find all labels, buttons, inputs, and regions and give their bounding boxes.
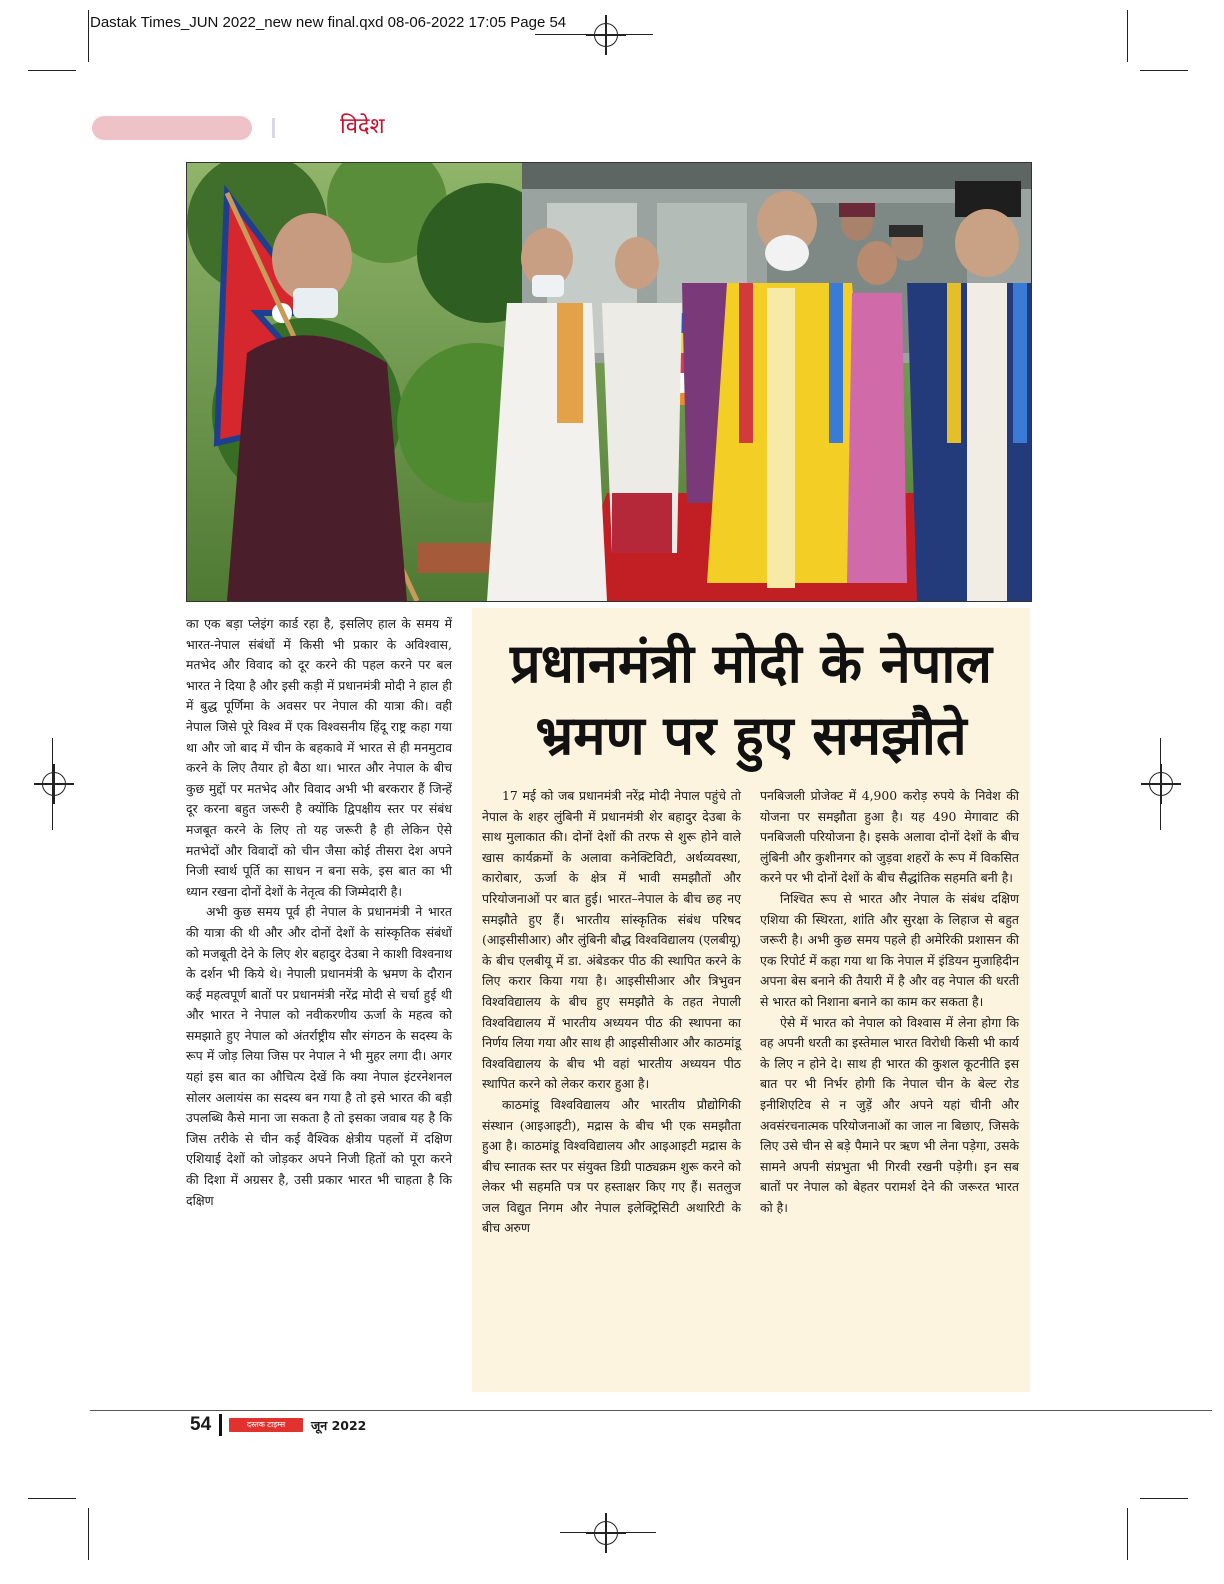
crop-mark [52, 738, 53, 830]
article-headline [472, 628, 1030, 772]
paragraph: ऐसे में भारत को नेपाल को विश्वास में लेना होगा कि वह अपनी धरती का इस्तेमाल भारत विरोधी किसी भी कार्य के लिए न होने दे। साथ ही भारत की कुशल कूटनीति इस बात पर भी निर्भर होगी कि नेपाल चीन के बेल्ट रोड इनीशिएटिव से न जुड़ें और अपने यहां चीनी और अवसंरचनात्मक परियोजनाओं का जाल ना बिछाए, जिसके लिए उसे चीन से बड़े पैमाने पर ऋण भी लेना पड़ेगा, उसके सामने अपनी संप्रभुता भी गिरवी रखनी पड़ेगी। इन सब बातों पर नेपाल को बेहतर परामर्श देने की जरूरत भारत को है। [760, 1014, 1019, 1215]
crop-mark [1140, 1498, 1188, 1499]
paragraph: निश्चित रूप से भारत और नेपाल के संबंध दक्षिण एशिया की स्थिरता, शांति और सुरक्षा के लिहाज से बहुत जरूरी है। अभी कुछ समय पहले ही अमेरिकी प्रशासन की एक रिपोर्ट में कहा गया था कि नेपाल में इंडियन मुजाहिदीन अपना बेस बनाने की तैयारी में है और वह नेपाल की धरती से भारत को निशाना बनाने का काम कर सकता है। [760, 890, 1019, 1009]
crop-mark [1160, 738, 1161, 830]
footer-divider [219, 1414, 222, 1436]
section-pill [92, 116, 252, 140]
crop-mark [1127, 10, 1128, 62]
paragraph: का एक बड़ा प्लेइंग कार्ड रहा है, इसलिए हाल के समय में भारत-नेपाल संबंधों में किसी भी प्रकार के अविश्वास, मतभेद और विवाद को दूर करने की पहल करने पर बल भारत ने दिया है और इसी कड़ी में प्रधानमंत्री मोदी ने हाल ही में बुद्ध पूर्णिमा के अवसर पर नेपाल की यात्रा की। वही नेपाल जिसे पूरे विश्व में एक विश्वसनीय हिंदू राष्ट्र कहा गया था और जो बाद में चीन के बहकावे में भारत से ही मनमुटाव करने के लिए तैयार हो बैठा था। भारत और नेपाल के बीच कुछ मुद्दों पर मतभेद और विवाद अभी भी बरकरार हैं जिन्हें दूर करना बहुत जरूरी है क्योंकि द्विपक्षीय स्तर पर संबंध मजबूत करने के लिए तो यह जरूरी है ही लेकिन ऐसे मतभेदों और विवादों को चीन जैसा कोई तीसरा देश अपने निजी स्वार्थ पूर्ति का साधन न बना सके, इस बात का भी ध्यान रखना दोनों देशों के नेतृत्व की जिम्मेदारी है। [186, 616, 452, 899]
crop-mark [1127, 1508, 1128, 1560]
crop-mark [88, 10, 89, 62]
registration-mark-icon [586, 15, 626, 55]
section-divider [272, 118, 275, 138]
headline-line-2: भ्रमण पर हुए समझौते [535, 704, 967, 767]
paragraph: काठमांडू विश्वविद्यालय और भारतीय प्रौद्योगिकी संस्थान (आइआइटी), मद्रास के बीच भी एक समझौता हुआ है। काठमांडू विश्वविद्यालय और आइआइटी मद्रास के बीच स्नातक स्तर पर संयुक्त डिग्री पाठ्यक्रम शुरू करने को लेकर भी सहमति पत्र पर हस्ताक्षर किए गए हैं। सतलुज जल विद्युत निगम और नेपाल इलेक्ट्रिसिटी अथारिटी के बीच अरुण [482, 1096, 741, 1236]
crop-mark [1140, 70, 1188, 71]
crop-mark [28, 70, 76, 71]
page-number: 54 [190, 1414, 212, 1435]
registration-mark-icon [586, 1513, 626, 1553]
article-photo [186, 162, 1032, 602]
magazine-logo [229, 1418, 303, 1432]
crop-mark [88, 1508, 89, 1560]
registration-mark-icon [1141, 764, 1181, 804]
paragraph: पनबिजली प्रोजेक्ट में 4,900 करोड़ रुपये के निवेश की योजना पर समझौता हुआ है। यह 490 मेगावाट की पनबिजली परियोजना है। इसके अलावा दोनों देशों के बीच लुंबिनी और कुशीनगर को जुड़वा शहरों के रूप में विकसित करने पर भी दोनों देशों के बीच सैद्धांतिक सहमति बनी है। [760, 788, 1019, 886]
article-column-2 [482, 786, 741, 1239]
registration-mark-icon [34, 764, 74, 804]
article-column-3 [760, 786, 1019, 1218]
footer-rule [90, 1410, 1212, 1411]
logo-text: दस्तक टाइम्स [246, 1420, 286, 1429]
paragraph: 17 मई को जब प्रधानमंत्री नरेंद्र मोदी नेपाल पहुंचे तो नेपाल के शहर लुंबिनी में प्रधानमंत्री शेर बहादुर देउबा के साथ मुलाकात की। दोनों देशों की तरफ से शुरू होने वाले खास कार्यक्रमों के अलावा कनेक्टिविटी, अर्थव्यवस्था, कारोबार, ऊर्जा के क्षेत्र में भावी समझौतों और परियोजनाओं पर बात हुई। भारत–नेपाल के बीच छह नए समझौते हुए हैं। भारतीय सांस्कृतिक संबंध परिषद (आइसीसीआर) और लुंबिनी बौद्ध विश्वविद्यालय (एलबीयू) के बीच एलबीयू में डा. अंबेडकर पीठ की स्थापित करने के लिए करार किया गया है। आइसीसीआर और त्रिभुवन विश्वविद्यालय के बीच हुए समझौते के तहत नेपाली विश्वविद्यालय में भारतीय अध्ययन पीठ की स्थापना का निर्णय लिया गया और साथ ही आइसीसीआर और काठमांडू विश्वविद्यालय के बीच भी वहां भारतीय अध्ययन पीठ स्थापित करने को लेकर करार हुआ है। [482, 788, 741, 1092]
file-slug: Dastak Times_JUN 2022_new new final.qxd 08-06-2022 17:05 Page 54 [90, 14, 567, 31]
paragraph: अभी कुछ समय पूर्व ही नेपाल के प्रधानमंत्री ने भारत की यात्रा की थी और और दोनों देशों के सांस्कृतिक संबंधों को मजबूती देने के लिए शेर बहादुर देउबा ने काशी विश्वनाथ के दर्शन भी किये थे। नेपाली प्रधानमंत्री के भ्रमण के दौरान कई महत्वपूर्ण बातों पर प्रधानमंत्री नरेंद्र मोदी से चर्चा हुई थी और भारत ने नेपाल को नवीकरणीय ऊर्जा के महत्व को समझाते हुए नेपाल को अंतर्राष्ट्रीय सौर संगठन के सदस्य के रूप में जोड़ लिया जिस पर नेपाल ने भी मुहर लगा दी। अगर यहां इस बात का औचित्य देखें कि क्या नेपाल इंटरनेशनल सोलर अलायंस का सदस्य बन गया है तो इसे भारत की बड़ी उपलब्धि कैसे माना जा सकता है तो इसका जवाब यह है कि जिस तरीके से चीन कई वैश्विक क्षेत्रीय पहलों में दक्षिण एशियाई देशों को जोड़कर अपने निजी हितों को पूरा करने की दिशा में अग्रसर है, उसी प्रकार भारत भी चाहता है कि दक्षिण [186, 904, 452, 1208]
article-column-1 [186, 614, 452, 1211]
section-label: विदेश [340, 114, 385, 139]
headline-line-1: प्रधानमंत्री मोदी के नेपाल [509, 632, 993, 695]
crop-mark [28, 1498, 76, 1499]
issue-date: जून 2022 [311, 1418, 367, 1433]
